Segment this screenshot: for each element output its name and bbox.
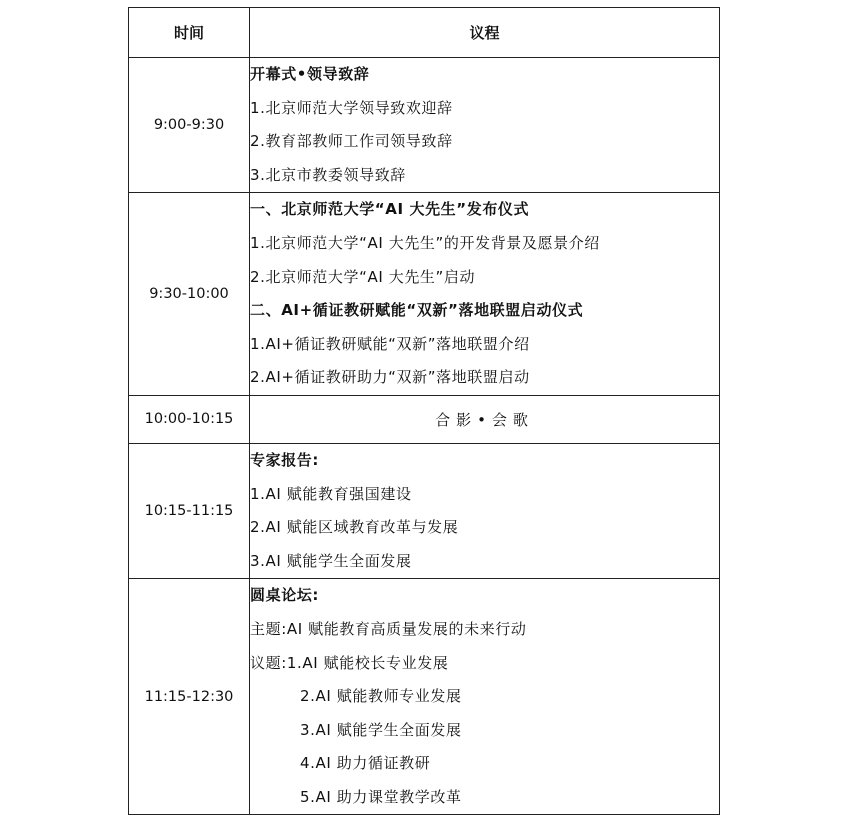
agenda-item: 2.AI+循证教研助力“双新”落地联盟启动 xyxy=(250,368,530,387)
agenda-cell xyxy=(250,579,720,815)
agenda-table xyxy=(128,7,720,815)
time-cell: 11:15-12:30 xyxy=(129,579,250,815)
agenda-item: 1.AI+循证教研赋能“双新”落地联盟介绍 xyxy=(250,334,530,353)
photo-anthem-cell: 合影•会歌 xyxy=(250,395,720,443)
section-title: 一、北京师范大学“AI 大先生”发布仪式 xyxy=(250,200,530,219)
header-row xyxy=(129,8,720,58)
agenda-cell xyxy=(250,443,720,578)
table-row xyxy=(129,193,720,396)
forum-topic: 议题:1.AI 赋能校长专业发展 xyxy=(250,653,449,672)
table-row xyxy=(129,58,720,193)
table-row xyxy=(129,443,720,578)
time-cell: 10:15-11:15 xyxy=(129,443,250,578)
agenda-item: 1.AI 赋能教育强国建设 xyxy=(250,484,412,503)
agenda-item: 3.北京市教委领导致辞 xyxy=(250,165,406,184)
agenda-item: 1.北京师范大学“AI 大先生”的开发背景及愿景介绍 xyxy=(250,233,600,252)
time-cell: 9:00-9:30 xyxy=(129,58,250,193)
agenda-item: 2.北京师范大学“AI 大先生”启动 xyxy=(250,267,476,286)
forum-topic: 4.AI 助力循证教研 xyxy=(300,754,431,773)
agenda-item: 3.AI 赋能学生全面发展 xyxy=(250,551,412,570)
section-title: 专家报告: xyxy=(250,450,319,469)
header-time: 时间 xyxy=(129,8,250,58)
agenda-item: 2.教育部教师工作司领导致辞 xyxy=(250,132,453,151)
agenda-item: 2.AI 赋能区域教育改革与发展 xyxy=(250,518,459,537)
forum-theme: 主题:AI 赋能教育高质量发展的未来行动 xyxy=(250,619,527,638)
section-title: 圆桌论坛: xyxy=(250,586,319,605)
agenda-cell xyxy=(250,58,720,193)
table-row xyxy=(129,579,720,815)
header-agenda: 议程 xyxy=(250,8,720,58)
agenda-item: 1.北京师范大学领导致欢迎辞 xyxy=(250,98,453,117)
section-title: 开幕式•领导致辞 xyxy=(250,65,370,83)
forum-topic: 2.AI 赋能教师专业发展 xyxy=(300,687,462,706)
section-title: 二、AI+循证教研赋能“双新”落地联盟启动仪式 xyxy=(250,301,584,320)
time-cell: 9:30-10:00 xyxy=(129,193,250,396)
time-cell: 10:00-10:15 xyxy=(129,395,250,443)
agenda-cell xyxy=(250,193,720,396)
forum-topic: 3.AI 赋能学生全面发展 xyxy=(300,720,462,739)
forum-topic: 5.AI 助力课堂教学改革 xyxy=(300,787,462,806)
table-row xyxy=(129,395,720,443)
